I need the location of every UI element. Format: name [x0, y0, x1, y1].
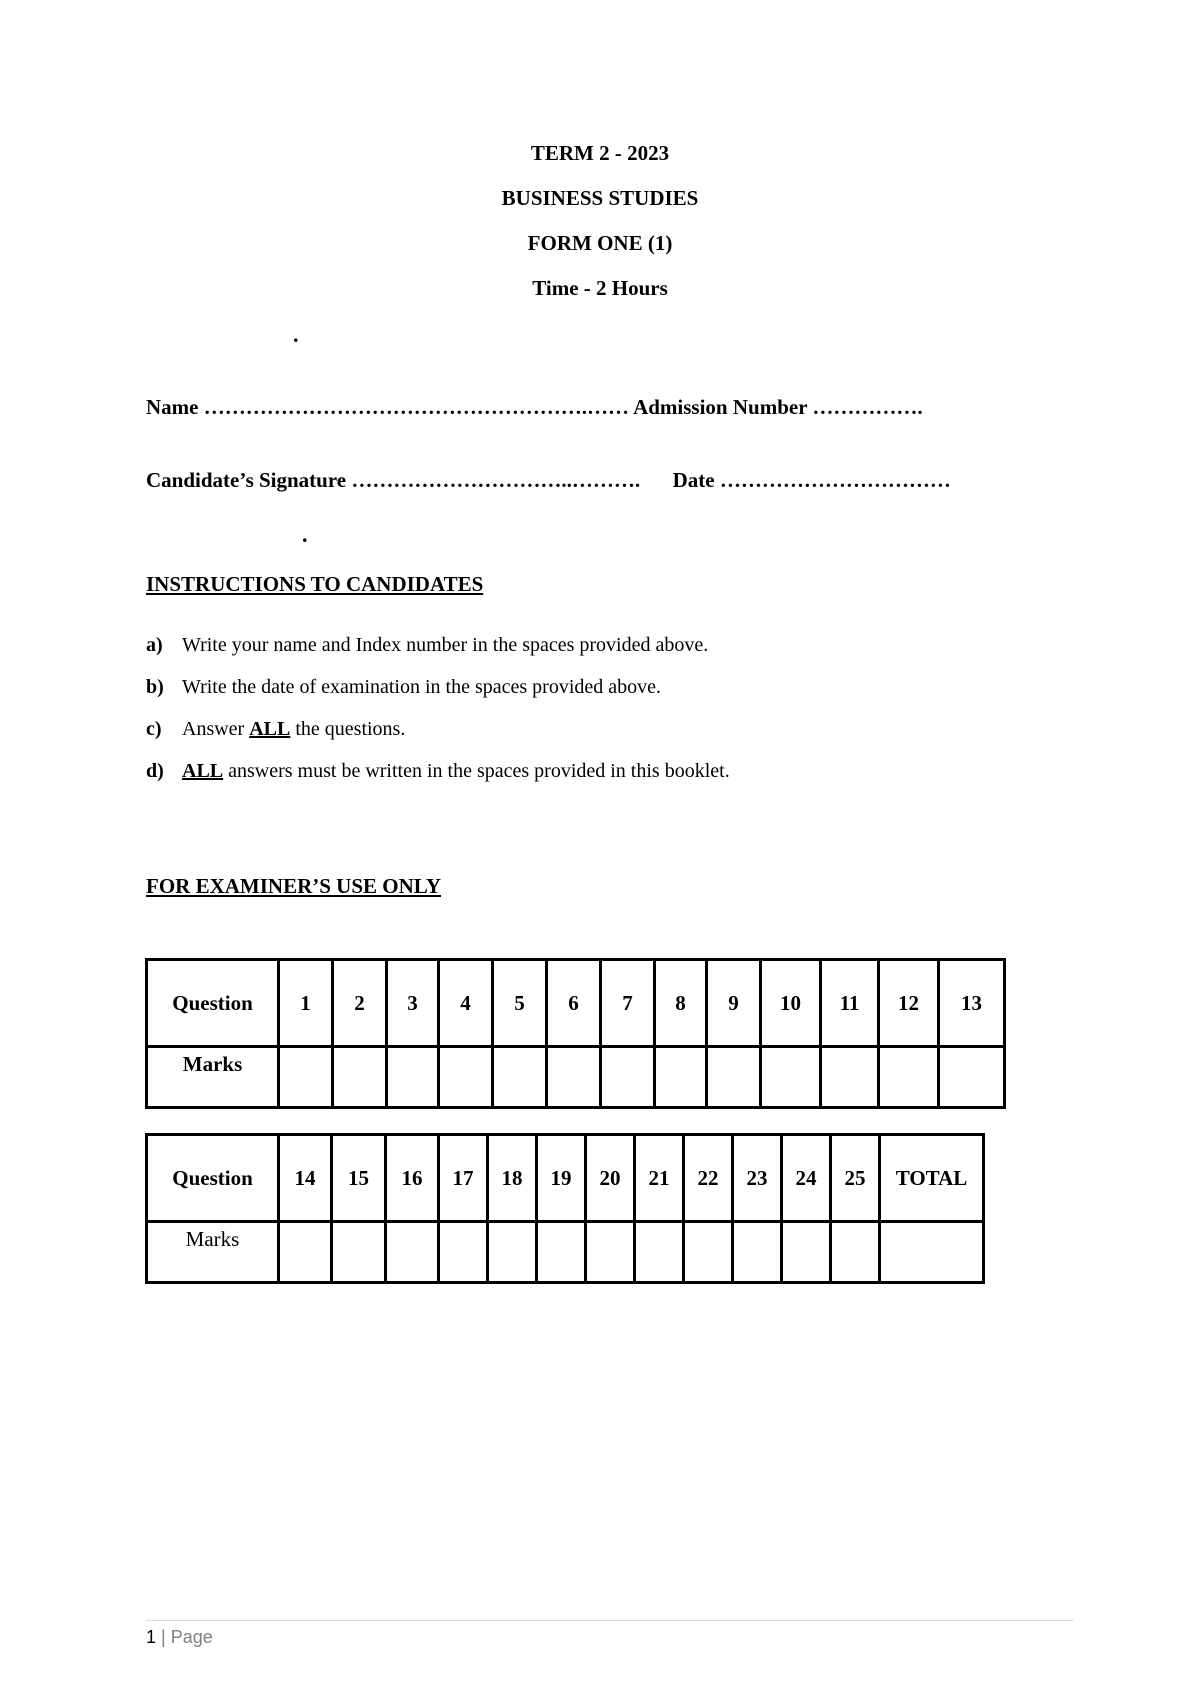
time-title: Time - 2 Hours — [532, 276, 668, 300]
marks-entry-cell[interactable] — [880, 1222, 984, 1283]
marks-entry-cell[interactable] — [386, 1222, 439, 1283]
question-number-cell: 1 — [279, 960, 333, 1047]
question-number-cell: 9 — [707, 960, 761, 1047]
marks-entry-cell[interactable] — [939, 1047, 1005, 1108]
footer-separator: | — [161, 1627, 166, 1647]
marks-table-2 — [145, 1133, 985, 1284]
page-label: Page — [170, 1627, 213, 1647]
question-number-cell: 6 — [547, 960, 601, 1047]
question-number-cell: 10 — [761, 960, 821, 1047]
question-number-cell: 13 — [939, 960, 1005, 1047]
marks-entry-cell[interactable] — [547, 1047, 601, 1108]
question-number-cell: 24 — [782, 1135, 831, 1222]
footer-divider — [146, 1620, 1074, 1621]
marks-entry-cell[interactable] — [332, 1222, 386, 1283]
question-number-cell: TOTAL — [880, 1135, 984, 1222]
marks-entry-cell[interactable] — [831, 1222, 880, 1283]
page-number: 1 — [146, 1627, 157, 1647]
question-number-cell: 17 — [439, 1135, 488, 1222]
signature-date-row — [146, 468, 951, 493]
signature-field[interactable]: …………………………..………. — [351, 468, 641, 492]
page-footer — [146, 1627, 213, 1648]
name-label: Name — [146, 395, 199, 419]
stray-dot: . — [293, 322, 299, 347]
question-number-cell: 11 — [821, 960, 879, 1047]
marks-entry-cell[interactable] — [782, 1222, 831, 1283]
question-number-cell: 14 — [279, 1135, 332, 1222]
form-title: FORM ONE (1) — [527, 231, 673, 255]
question-number-cell: 8 — [655, 960, 707, 1047]
table-row — [147, 960, 1005, 1047]
marks-header-cell: Marks — [147, 1047, 279, 1108]
question-header-cell: Question — [147, 960, 279, 1047]
marks-entry-cell[interactable] — [684, 1222, 733, 1283]
stray-dot: . — [302, 522, 308, 547]
marks-entry-cell[interactable] — [733, 1222, 782, 1283]
marks-entry-cell[interactable] — [439, 1047, 493, 1108]
list-item: d) ALL answers must be written in the spaces provided in this booklet. — [146, 760, 730, 782]
marks-entry-cell[interactable] — [279, 1047, 333, 1108]
question-number-cell: 12 — [879, 960, 939, 1047]
question-number-cell: 5 — [493, 960, 547, 1047]
marks-entry-cell[interactable] — [635, 1222, 684, 1283]
question-number-cell: 23 — [733, 1135, 782, 1222]
list-item: b) Write the date of examination in the spaces provided above. — [146, 676, 662, 698]
question-number-cell: 20 — [586, 1135, 635, 1222]
marks-entry-cell[interactable] — [655, 1047, 707, 1108]
marks-entry-cell[interactable] — [279, 1222, 332, 1283]
subject-title: BUSINESS STUDIES — [501, 186, 699, 210]
marks-entry-cell[interactable] — [761, 1047, 821, 1108]
question-header-cell: Question — [147, 1135, 279, 1222]
question-number-cell: 16 — [386, 1135, 439, 1222]
question-number-cell: 18 — [488, 1135, 537, 1222]
marks-entry-cell[interactable] — [493, 1047, 547, 1108]
table-row — [147, 1135, 984, 1222]
question-number-cell: 19 — [537, 1135, 586, 1222]
question-number-cell: 4 — [439, 960, 493, 1047]
instructions-heading: INSTRUCTIONS TO CANDIDATES — [146, 572, 484, 596]
question-number-cell: 22 — [684, 1135, 733, 1222]
marks-entry-cell[interactable] — [601, 1047, 655, 1108]
marks-entry-cell[interactable] — [537, 1222, 586, 1283]
question-number-cell: 2 — [333, 960, 387, 1047]
question-number-cell: 3 — [387, 960, 439, 1047]
date-field[interactable]: …………………………… — [719, 468, 951, 492]
admission-number-field[interactable]: ……………. — [812, 395, 923, 419]
marks-entry-cell[interactable] — [387, 1047, 439, 1108]
question-number-cell: 25 — [831, 1135, 880, 1222]
marks-entry-cell[interactable] — [707, 1047, 761, 1108]
instructions-list — [146, 632, 730, 800]
marks-entry-cell[interactable] — [821, 1047, 879, 1108]
marks-table-1 — [145, 958, 1006, 1109]
date-label: Date — [672, 468, 715, 492]
marks-header-cell: Marks — [147, 1222, 279, 1283]
table-row — [147, 1222, 984, 1283]
marks-entry-cell[interactable] — [439, 1222, 488, 1283]
admission-label: Admission Number — [633, 395, 808, 419]
name-field[interactable]: ……………………………………………….…… — [203, 395, 629, 419]
question-number-cell: 15 — [332, 1135, 386, 1222]
list-item: c) Answer ALL the questions. — [146, 718, 406, 740]
name-admission-row — [146, 395, 923, 420]
question-number-cell: 21 — [635, 1135, 684, 1222]
table-row — [147, 1047, 1005, 1108]
marks-entry-cell[interactable] — [879, 1047, 939, 1108]
term-title: TERM 2 - 2023 — [530, 141, 670, 165]
exam-header — [0, 140, 1200, 320]
marks-entry-cell[interactable] — [586, 1222, 635, 1283]
question-number-cell: 7 — [601, 960, 655, 1047]
signature-label: Candidate’s Signature — [146, 468, 347, 492]
examiner-heading: FOR EXAMINER’S USE ONLY — [146, 874, 442, 898]
marks-entry-cell[interactable] — [488, 1222, 537, 1283]
marks-entry-cell[interactable] — [333, 1047, 387, 1108]
list-item: a) Write your name and Index number in the spaces provided above. — [146, 634, 709, 656]
